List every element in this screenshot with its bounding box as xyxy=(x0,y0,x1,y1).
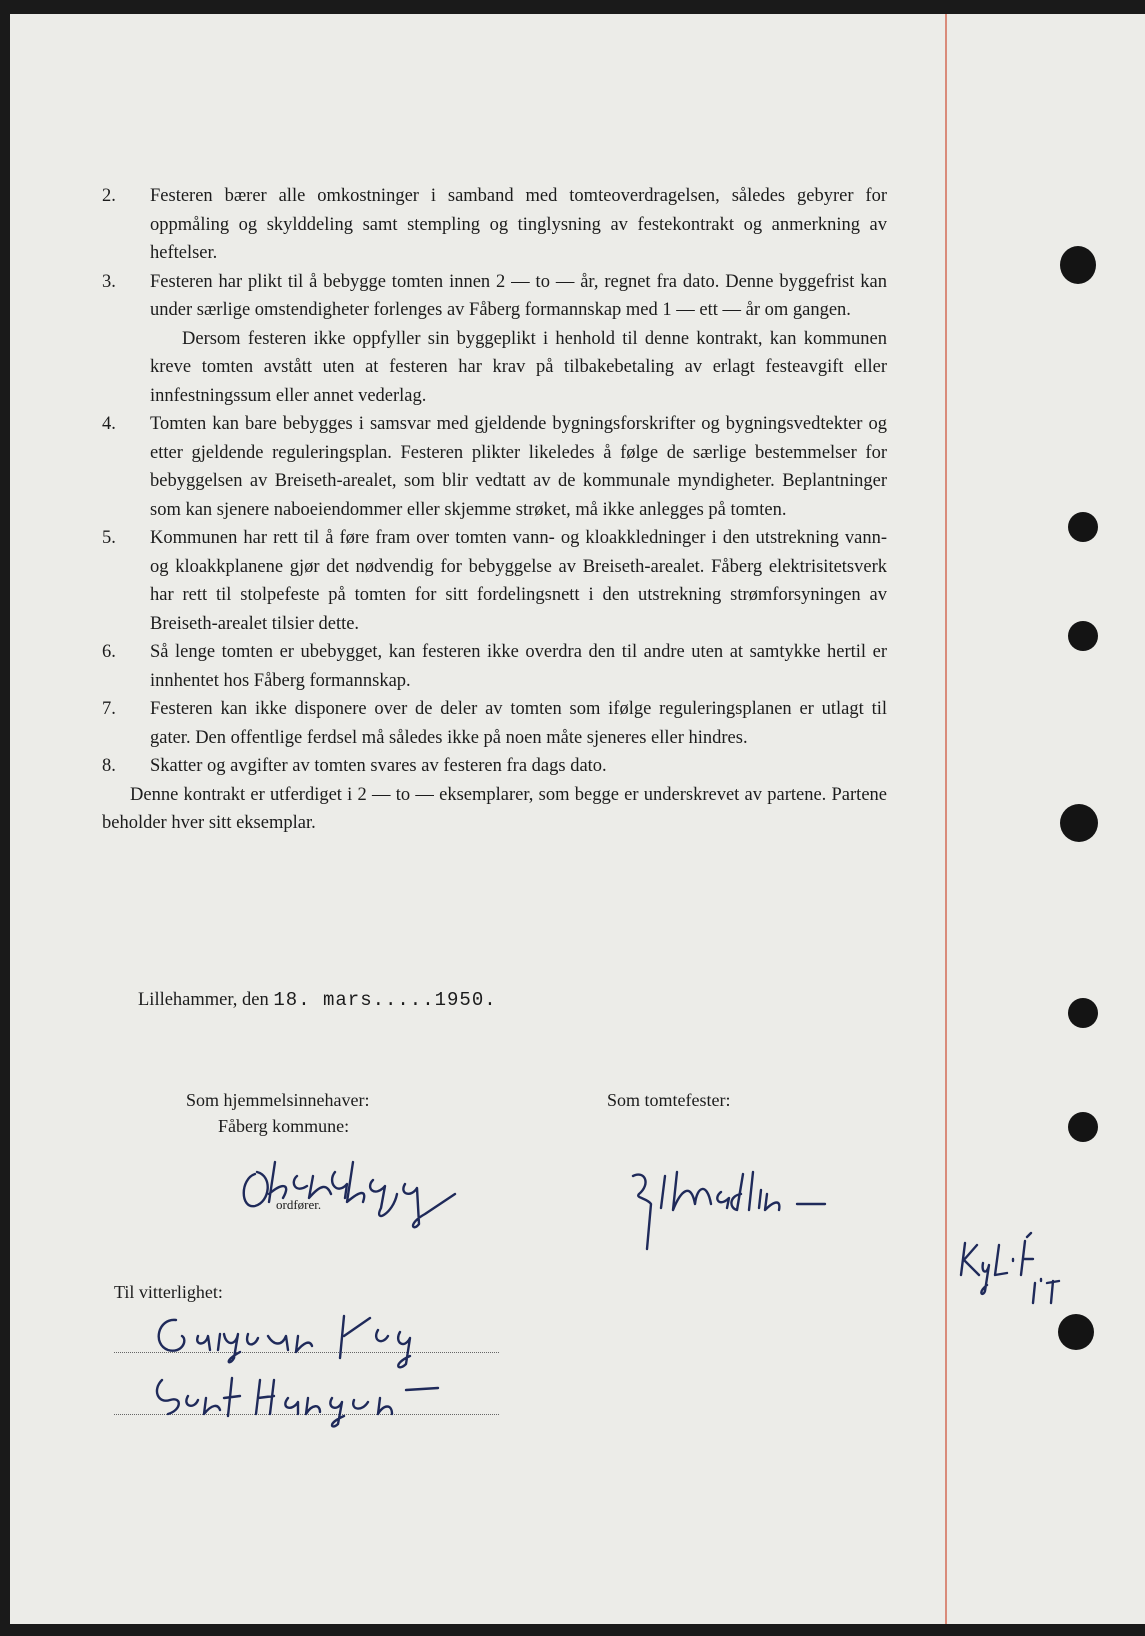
margin-rule xyxy=(945,14,947,1624)
clause-2 xyxy=(102,182,887,268)
mayor-title: ordfører. xyxy=(276,1197,322,1212)
clause-number: 3. xyxy=(102,271,116,292)
place-date-line xyxy=(138,989,497,1011)
punch-hole xyxy=(1068,512,1098,542)
clause-text: Festeren bærer alle omkostninger i samband med tomteoverdragelsen, således gebyrer for oppmåling og skylddeling samt stempling og tinglysning av festekontrakt og anmerkning av heftelser. xyxy=(150,186,887,263)
left-party-role: Som hjemmelsinnehaver: xyxy=(186,1090,370,1110)
clause-text: Festeren kan ikke disponere over de deler av tomten som ifølge reguleringsplanen er utlagt til gater. Den offentlige ferdsel må således ikke på noen måte sjeneres eller hindres. xyxy=(150,699,887,748)
document-page xyxy=(10,14,1145,1624)
clause-number: 2. xyxy=(102,186,116,206)
clause-text: Så lenge tomten er ubebygget, kan festeren ikke overdra den til andre uten at samtykke hertil er innhentet hos Fåberg formannskap. xyxy=(150,642,887,691)
clause-number: 5. xyxy=(102,528,116,548)
clause-continuation: Dersom festeren ikke oppfyller sin byggeplikt i henhold til denne kontrakt, kan kommunen kreve tomten avstått uten at festeren har krav på tilbakebetaling av erlagt festeavgift eller innfestningssum eller annet vederlag. xyxy=(150,328,887,406)
punch-hole xyxy=(1068,621,1098,651)
clause-5 xyxy=(102,524,887,638)
clause-text: Festeren har plikt til å bebygge tomten innen 2 — to — år, regnet fra dato. Denne byggefrist kan under særlige omstendigheter forlenges av Fåberg formannskap med 1 — ett — år om gangen. xyxy=(150,271,887,320)
left-party-entity: Fåberg kommune: xyxy=(218,1116,350,1136)
punch-hole xyxy=(1060,804,1098,842)
clause-number: 4. xyxy=(102,414,116,434)
margin-initials xyxy=(955,1229,1065,1309)
clause-6 xyxy=(102,638,887,695)
clause-8 xyxy=(102,752,887,781)
clause-text: Kommunen har rett til å føre fram over tomten vann- og kloakkledninger i den utstrekning vann- og kloakkplanene gjør det nødvendig for bebyggelse av Breiseth-arealet. Fåberg elektrisitetsverk har rett til stolpefeste på tomten for sitt fordelingsnett i den utstrekning strømforsyningen av Breiseth-arealet tilsier dette. xyxy=(150,528,887,634)
clause-text: Skatter og avgifter av tomten svares av festeren fra dags dato. xyxy=(150,756,607,776)
clause-text: Tomten kan bare bebygges i samsvar med gjeldende bygningsforskrifter og bygningsvedtekter og etter gjeldende reguleringsplan. Festeren plikter likeledes å følge de særlige bestemmelser for bebyggelsen av Breiseth-arealet, som blir vedtatt av de kommunale myndigheter. Beplantninger som kan sjenere naboeiendommer eller skjemme strøket, må ikke anlegges på tomten. xyxy=(150,414,887,520)
clause-number: 8. xyxy=(102,756,116,776)
witness-signature-2 xyxy=(148,1370,468,1425)
typed-date: 18. mars.....1950. xyxy=(273,989,497,1011)
punch-hole xyxy=(1068,1112,1098,1142)
contract-body xyxy=(102,182,887,838)
clause-7 xyxy=(102,695,887,752)
witness-label: Til vitterlighet: xyxy=(114,1282,223,1302)
closing-paragraph: Denne kontrakt er utferdiget i 2 — to — eksemplarer, som begge er underskrevet av partene. Partene beholder hver sitt eksemplar. xyxy=(102,784,887,833)
tenant-signature xyxy=(625,1164,855,1259)
punch-hole xyxy=(1068,998,1098,1028)
clause-4 xyxy=(102,410,887,524)
witness-signature-1 xyxy=(148,1306,478,1366)
clause-3 xyxy=(102,268,887,411)
mayor-signature xyxy=(235,1154,495,1234)
punch-hole xyxy=(1058,1314,1094,1350)
place-text: Lillehammer, den xyxy=(138,990,269,1010)
clause-number: 7. xyxy=(102,699,116,719)
right-party-role: Som tomtefester: xyxy=(607,1090,731,1110)
clause-number: 6. xyxy=(102,642,116,662)
punch-hole xyxy=(1060,246,1096,284)
